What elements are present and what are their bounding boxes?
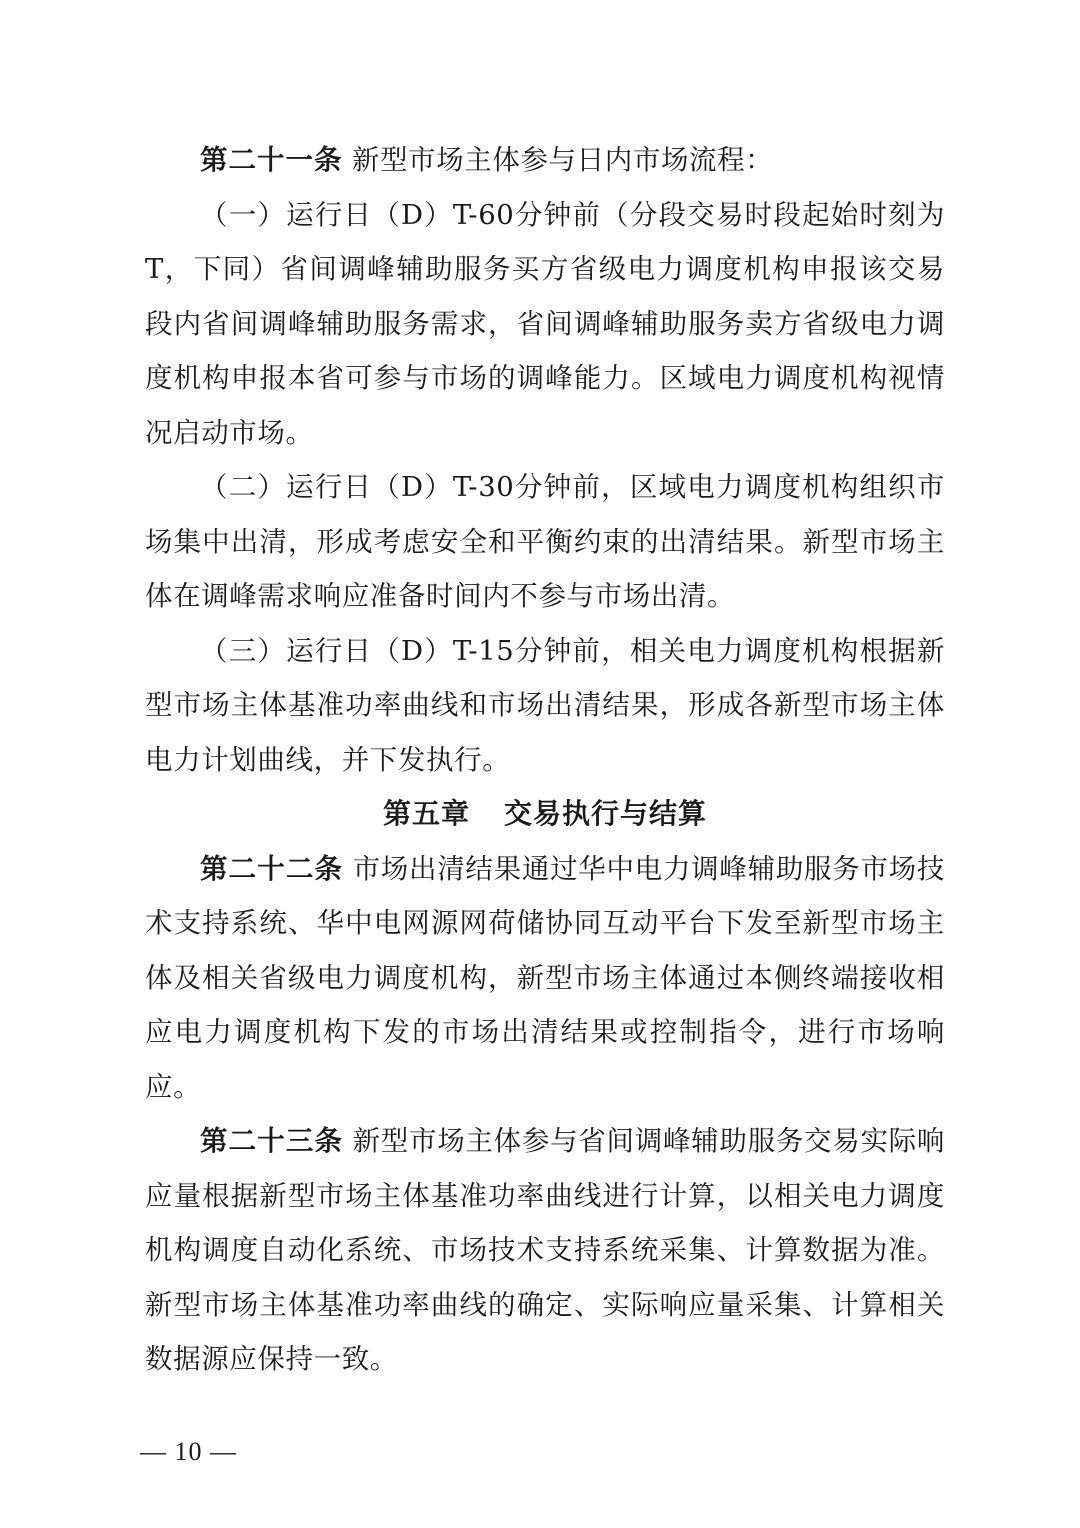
article-22 [145,842,945,1115]
article-23-text: 新型市场主体参与省间调峰辅助服务交易实际响应量根据新型市场主体基准功率曲线进行计算，以相关电力调度机构调度自动化系统、市场技术支持系统采集、计算数据为准。新型市场主体基准功率曲线的确定、实际响应量采集、计算相关数据源应保持一致。 [145,1125,946,1375]
article-22-heading: 第二十二条 [200,852,344,885]
page-number: — 10 — [140,1437,237,1466]
chapter-heading [145,787,945,842]
article-21-item-2-text: （二）运行日（D）T-30分钟前，区域电力调度机构组织市场集中出清，形成考虑安全和平衡约束的出清结果。新型市场主体在调峰需求响应准备时间内不参与市场出清。 [145,471,945,612]
article-21-item-3-text: （三）运行日（D）T-15分钟前，相关电力调度机构根据新型市场主体基准功率曲线和市场出清结果，形成各新型市场主体电力计划曲线，并下发执行。 [145,634,945,776]
article-21-item-1 [145,188,945,461]
article-21-text: 新型市场主体参与日内市场流程： [351,144,774,176]
article-23 [145,1114,945,1387]
document-body [145,133,945,1387]
article-21-item-1-text: （一）运行日（D）T-60分钟前（分段交易时段起始时刻为T，下同）省间调峰辅助服务买方省级电力调度机构申报该交易段内省间调峰辅助服务需求，省间调峰辅助服务卖方省级电力调度机构申报本省可参与市场的调峰能力。区域电力调度机构视情况启动市场。 [145,198,945,449]
article-21 [145,133,945,188]
chapter-number: 第五章 [382,797,470,830]
article-22-text: 市场出清结果通过华中电力调峰辅助服务市场技术支持系统、华中电网源网荷储协同互动平台下发至新型市场主体及相关省级电力调度机构，新型市场主体通过本侧终端接收相应电力调度机构下发的市场出清结果或控制指令，进行市场响应。 [145,852,946,1103]
chapter-title: 交易执行与结算 [504,797,708,830]
article-21-heading: 第二十一条 [200,144,343,176]
article-21-item-3 [145,624,945,788]
article-21-item-2 [145,460,945,624]
article-23-heading: 第二十三条 [200,1125,344,1157]
